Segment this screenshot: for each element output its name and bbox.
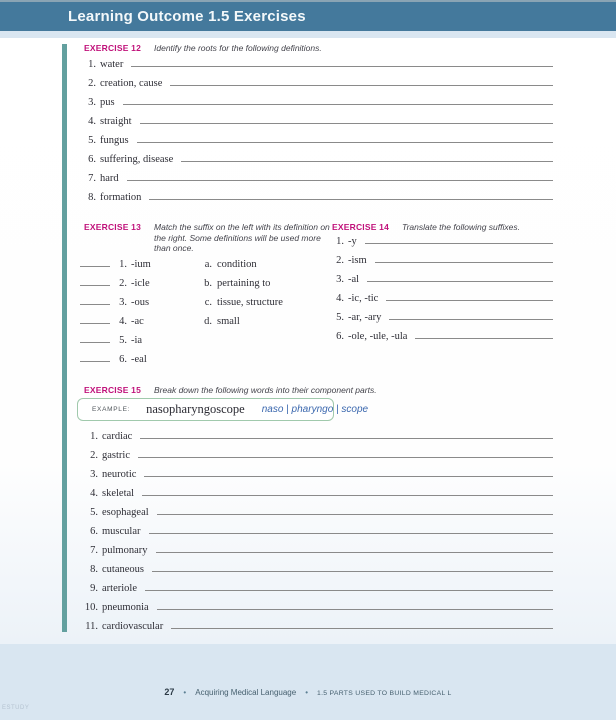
exercise15-item bbox=[81, 442, 553, 461]
exercise14-list bbox=[334, 228, 553, 342]
item-term: pus bbox=[100, 97, 115, 108]
exercise12-label: EXERCISE 12 bbox=[84, 43, 142, 53]
exercise12-item bbox=[84, 184, 553, 203]
item-number: 8. bbox=[90, 564, 98, 575]
item-number: 4. bbox=[336, 293, 344, 304]
option-text: small bbox=[217, 316, 240, 327]
answer-blank[interactable] bbox=[171, 628, 553, 629]
page-footer bbox=[0, 682, 616, 700]
exercise12-item bbox=[84, 127, 553, 146]
exercise13-options bbox=[202, 251, 283, 327]
exercise13-item bbox=[80, 289, 151, 308]
item-term: -ole, -ule, -ula bbox=[348, 331, 408, 342]
item-number: 5. bbox=[119, 335, 127, 346]
exercise15-list bbox=[81, 423, 553, 632]
item-number: 4. bbox=[88, 116, 96, 127]
answer-blank[interactable] bbox=[145, 590, 553, 591]
exercise15-item bbox=[81, 575, 553, 594]
item-term: cardiovascular bbox=[102, 621, 164, 632]
exercise13-instructions: Match the suffix on the left with its definition on the right. Some definitions will be used more than once. bbox=[154, 222, 330, 253]
exercise14-item bbox=[334, 304, 553, 323]
item-term: fungus bbox=[100, 135, 129, 146]
item-term: neurotic bbox=[102, 469, 137, 480]
option-text: tissue, structure bbox=[217, 297, 283, 308]
item-number: 2. bbox=[90, 450, 98, 461]
item-term: pulmonary bbox=[102, 545, 148, 556]
option-letter: b. bbox=[204, 278, 212, 289]
exercise15-item bbox=[81, 461, 553, 480]
item-term: -ic, -tic bbox=[348, 293, 379, 304]
answer-blank[interactable] bbox=[140, 123, 554, 124]
definition-option bbox=[202, 251, 283, 270]
answer-blank[interactable] bbox=[149, 199, 553, 200]
answer-blank[interactable] bbox=[365, 243, 553, 244]
answer-blank[interactable] bbox=[415, 338, 553, 339]
item-number: 6. bbox=[119, 354, 127, 365]
item-term: esophageal bbox=[102, 507, 149, 518]
item-term: cardiac bbox=[102, 431, 133, 442]
exercise15-item bbox=[81, 613, 553, 632]
item-term: pneumonia bbox=[102, 602, 149, 613]
item-term: formation bbox=[100, 192, 142, 203]
item-number: 7. bbox=[90, 545, 98, 556]
exercise15-instructions: Break down the following words into their component parts. bbox=[154, 385, 377, 395]
answer-blank[interactable] bbox=[137, 142, 553, 143]
item-term: gastric bbox=[102, 450, 130, 461]
page-title: Learning Outcome 1.5 Exercises bbox=[68, 8, 306, 25]
item-term: -ac bbox=[131, 316, 144, 327]
definition-option bbox=[202, 308, 283, 327]
example-label: EXAMPLE: bbox=[92, 406, 131, 413]
exercise14-item bbox=[334, 266, 553, 285]
item-term: straight bbox=[100, 116, 132, 127]
item-number: 8. bbox=[88, 192, 96, 203]
item-number: 5. bbox=[90, 507, 98, 518]
match-answer-blank[interactable] bbox=[80, 266, 110, 267]
item-term: muscular bbox=[102, 526, 141, 537]
item-number: 2. bbox=[119, 278, 127, 289]
match-answer-blank[interactable] bbox=[80, 361, 110, 362]
answer-blank[interactable] bbox=[157, 514, 553, 515]
exercise12-item bbox=[84, 89, 553, 108]
exercise13-heading bbox=[84, 222, 339, 254]
exercise15-heading bbox=[84, 385, 377, 396]
exercise15-item bbox=[81, 556, 553, 575]
exercise15-item bbox=[81, 594, 553, 613]
content-area bbox=[0, 38, 616, 644]
footer-separator-dot: • bbox=[305, 688, 309, 697]
item-term: -al bbox=[348, 274, 360, 285]
answer-blank[interactable] bbox=[389, 319, 553, 320]
item-term: hard bbox=[100, 173, 119, 184]
item-number: 6. bbox=[88, 154, 96, 165]
section-accent-bar bbox=[62, 44, 67, 632]
exercise15-item bbox=[81, 537, 553, 556]
item-number: 6. bbox=[90, 526, 98, 537]
exercise13-item bbox=[80, 251, 151, 270]
exercise14-label: EXERCISE 14 bbox=[332, 222, 390, 232]
answer-blank[interactable] bbox=[181, 161, 553, 162]
answer-blank[interactable] bbox=[367, 281, 553, 282]
answer-blank[interactable] bbox=[386, 300, 553, 301]
answer-blank[interactable] bbox=[170, 85, 553, 86]
example-breakdown: naso | pharyngo | scope bbox=[261, 404, 369, 415]
option-letter: d. bbox=[204, 316, 212, 327]
section-title: 1.5 PARTS USED TO BUILD MEDICAL L bbox=[317, 690, 452, 697]
exercise15-item bbox=[81, 423, 553, 442]
answer-blank[interactable] bbox=[152, 571, 553, 572]
option-letter: a. bbox=[204, 259, 212, 270]
footer-separator-dot: • bbox=[183, 688, 187, 697]
page-header bbox=[0, 0, 616, 31]
watermark: ESTUDY bbox=[2, 705, 30, 711]
answer-blank[interactable] bbox=[131, 66, 553, 67]
item-number: 3. bbox=[119, 297, 127, 308]
example-word: nasopharyngoscope bbox=[146, 402, 245, 416]
exercise12-list bbox=[84, 51, 553, 203]
item-number: 2. bbox=[336, 255, 344, 266]
option-letter: c. bbox=[204, 297, 212, 308]
item-number: 3. bbox=[88, 97, 96, 108]
item-term: arteriole bbox=[102, 583, 137, 594]
exercise14-item bbox=[334, 247, 553, 266]
exercise12-item bbox=[84, 165, 553, 184]
answer-blank[interactable] bbox=[375, 262, 553, 263]
exercise13-item bbox=[80, 327, 151, 346]
exercise12-instructions: Identify the roots for the following definitions. bbox=[154, 43, 322, 53]
item-number: 4. bbox=[90, 488, 98, 499]
exercise13-list bbox=[80, 251, 151, 365]
exercise12-item bbox=[84, 70, 553, 89]
item-number: 2. bbox=[88, 78, 96, 89]
answer-blank[interactable] bbox=[138, 457, 553, 458]
item-number: 1. bbox=[88, 59, 96, 70]
option-text: condition bbox=[217, 259, 257, 270]
exercise14-item bbox=[334, 285, 553, 304]
exercise14-item bbox=[334, 323, 553, 342]
answer-blank[interactable] bbox=[157, 609, 553, 610]
exercise12-item bbox=[84, 108, 553, 127]
exercise12-item bbox=[84, 146, 553, 165]
answer-blank[interactable] bbox=[149, 533, 554, 534]
item-term: creation, cause bbox=[100, 78, 163, 89]
example-box bbox=[77, 398, 369, 421]
item-term: water bbox=[100, 59, 124, 70]
definition-option bbox=[202, 270, 283, 289]
item-term: -ism bbox=[348, 255, 367, 266]
item-term: -ar, -ary bbox=[348, 312, 382, 323]
item-number: 1. bbox=[119, 259, 127, 270]
exercise14-instructions: Translate the following suffixes. bbox=[402, 222, 520, 232]
item-number: 1. bbox=[90, 431, 98, 442]
item-number: 5. bbox=[336, 312, 344, 323]
exercise15-item bbox=[81, 518, 553, 537]
exercise13-item bbox=[80, 270, 151, 289]
match-answer-blank[interactable] bbox=[80, 323, 110, 324]
item-number: 6. bbox=[336, 331, 344, 342]
option-text: pertaining to bbox=[217, 278, 271, 289]
item-term: cutaneous bbox=[102, 564, 144, 575]
item-number: 4. bbox=[119, 316, 127, 327]
exercise13-item bbox=[80, 308, 151, 327]
match-answer-blank[interactable] bbox=[80, 285, 110, 286]
answer-blank[interactable] bbox=[127, 180, 553, 181]
answer-blank[interactable] bbox=[142, 495, 553, 496]
match-answer-blank[interactable] bbox=[80, 304, 110, 305]
item-term: skeletal bbox=[102, 488, 135, 499]
exercise15-item bbox=[81, 499, 553, 518]
exercise12-item bbox=[84, 51, 553, 70]
item-term: -y bbox=[348, 236, 357, 247]
exercise15-item bbox=[81, 480, 553, 499]
item-term: -eal bbox=[131, 354, 147, 365]
item-number: 11. bbox=[85, 621, 98, 632]
item-term: -ous bbox=[131, 297, 150, 308]
book-title: Acquiring Medical Language bbox=[195, 688, 297, 697]
page-number: 27 bbox=[164, 687, 175, 697]
item-number: 3. bbox=[90, 469, 98, 480]
item-term: -ium bbox=[131, 259, 151, 270]
item-term: -icle bbox=[131, 278, 150, 289]
match-answer-blank[interactable] bbox=[80, 342, 110, 343]
exercise13-item bbox=[80, 346, 151, 365]
item-term: -ia bbox=[131, 335, 143, 346]
item-number: 5. bbox=[88, 135, 96, 146]
item-number: 10. bbox=[84, 602, 98, 613]
definition-option bbox=[202, 289, 283, 308]
item-number: 9. bbox=[90, 583, 98, 594]
item-number: 3. bbox=[336, 274, 344, 285]
answer-blank[interactable] bbox=[144, 476, 553, 477]
answer-blank[interactable] bbox=[156, 552, 554, 553]
exercise13-label: EXERCISE 13 bbox=[84, 222, 142, 232]
item-number: 1. bbox=[336, 236, 344, 247]
item-number: 7. bbox=[88, 173, 96, 184]
item-term: suffering, disease bbox=[100, 154, 174, 165]
answer-blank[interactable] bbox=[140, 438, 553, 439]
answer-blank[interactable] bbox=[123, 104, 553, 105]
exercise14-item bbox=[334, 228, 553, 247]
exercise15-label: EXERCISE 15 bbox=[84, 385, 142, 395]
